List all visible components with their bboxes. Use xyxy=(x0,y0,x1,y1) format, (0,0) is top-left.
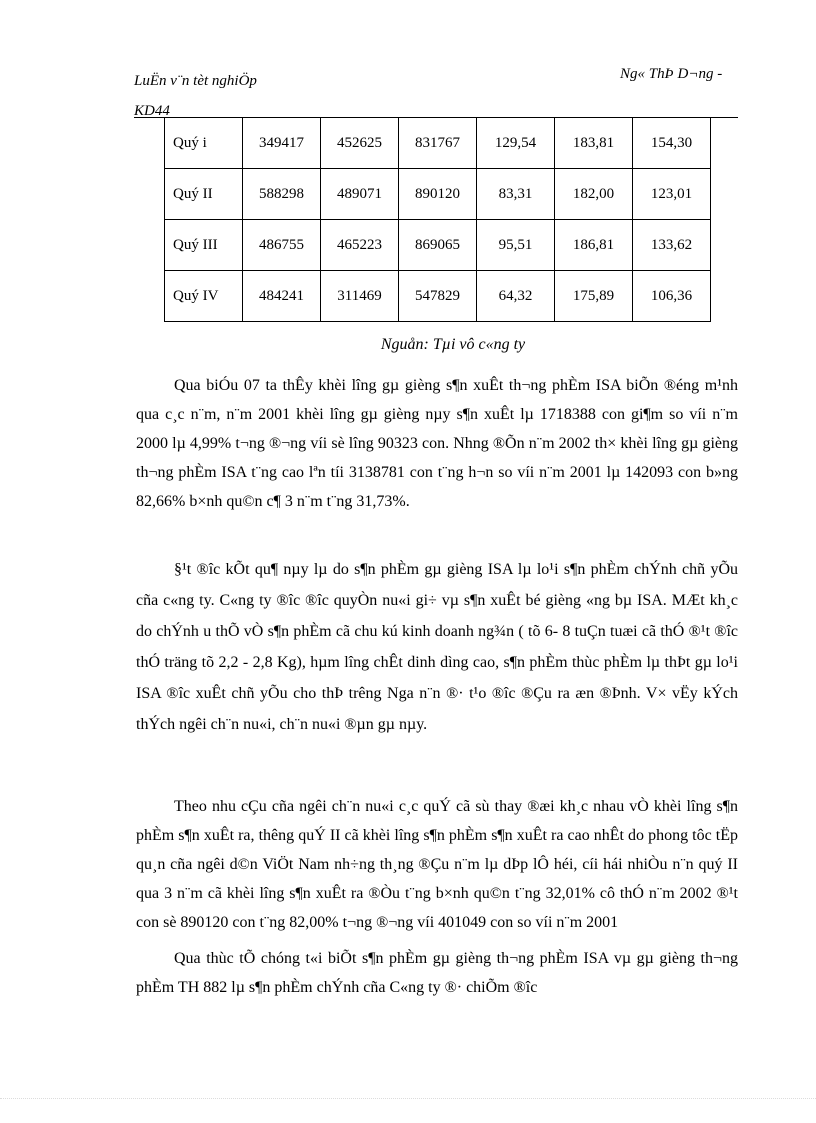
quarterly-table xyxy=(164,117,711,322)
table-cell: Quý i xyxy=(165,118,243,169)
table-cell: 129,54 xyxy=(477,118,555,169)
table-cell: 831767 xyxy=(399,118,477,169)
table-cell: 183,81 xyxy=(555,118,633,169)
table-cell: Quý II xyxy=(165,169,243,220)
table-cell: 83,31 xyxy=(477,169,555,220)
header-title: LuËn v¨n tèt nghiÖp xyxy=(134,73,257,89)
table-cell: 123,01 xyxy=(633,169,711,220)
table-cell: Quý IV xyxy=(165,271,243,322)
table-cell: 869065 xyxy=(399,220,477,271)
table-cell: 489071 xyxy=(321,169,399,220)
table-cell: 64,32 xyxy=(477,271,555,322)
table-cell: 890120 xyxy=(399,169,477,220)
table-cell: 182,00 xyxy=(555,169,633,220)
table-cell: 106,36 xyxy=(633,271,711,322)
table-row xyxy=(165,118,711,169)
paragraph-1: Qua biÓu 07 ta thÊy khèi lîng gµ gièng s¶n xuÊt th¬ng phÈm ISA biÕn ®éng m¹nh qua c¸c n¨m, n¨m 2001 khèi lîng gµ gièng nµy s¶n xuÊt lµ 1718388 con gi¶m so víi n¨m 2000 lµ 4,99% t¬ng ®¬ng víi sè lîng 90323 con. Nhng ®Õn n¨m 2002 th× khèi lîng gµ gièng th¬ng phÈm ISA t¨ng cao lªn tíi 3138781 con t¨ng h¬n so víi n¨m 2001 lµ 142093 con b»ng 82,66% b×nh qu©n c¶ 3 n¨m t¨ng 31,73%. xyxy=(136,377,738,510)
paragraph-2: §¹t ®îc kÕt qu¶ nµy lµ do s¶n phÈm gµ gièng ISA lµ lo¹i s¶n phÈm chÝnh chñ yÕu cña c«ng ty. C«ng ty ®îc ®îc quyÒn nu«i gi÷ vµ s¶n xuÊt bé gièng «ng bµ ISA. MÆt kh¸c do chÝnh u thÕ vÒ s¶n phÈm cã chu kú kinh doanh ng¾n ( tõ 6- 8 tuÇn tuæi cã thÓ ®¹t ®îc thÓ träng tõ 2,2 - 2,8 Kg), hµm lîng chÊt dinh dìng cao, s¶n phÈm thùc phÈm lµ thÞt gµ lo¹i ISA ®îc xuÊt chñ yÕu cho thÞ trêng Nga n¨n ®· t¹o ®îc ®Çu ra æn ®Þnh. V× vËy kÝch thÝch ngêi ch¨n nu«i, ch¨n nu«i ®µn gµ nµy. xyxy=(136,561,738,733)
table-cell: 311469 xyxy=(321,271,399,322)
table-cell: 175,89 xyxy=(555,271,633,322)
header-author: Ng« ThÞ D¬ng - xyxy=(620,66,723,82)
table-source: Nguån: Tµi vô c«ng ty xyxy=(380,336,526,353)
table-cell: 452625 xyxy=(321,118,399,169)
paragraph-4: Qua thùc tÕ chóng t«i biÕt s¶n phÈm gµ gièng th¬ng phÈm ISA vµ gµ gièng th¬ng phÈm TH 882 lµ s¶n phÈm chÝnh cña C«ng ty ®· chiÕm ®îc xyxy=(136,950,738,996)
table-row xyxy=(165,169,711,220)
table-cell: 588298 xyxy=(243,169,321,220)
header-code: KD44 xyxy=(134,103,170,119)
table-row xyxy=(165,220,711,271)
paragraph-3: Theo nhu cÇu cña ngêi ch¨n nu«i c¸c quÝ cã sù thay ®æi kh¸c nhau vÒ khèi lîng s¶n phÈm s¶n xuÊt ra, thêng quÝ II cã khèi lîng s¶n phÈm s¶n xuÊt ra cao nhÊt do phong tôc tËp qu¸n cña ngêi d©n ViÖt Nam nh÷ng th¸ng ®Çu n¨m lµ dÞp lÔ héi, cíi hái nhiÒu n¨n quý II qua 3 n¨m cã khèi lîng s¶n xuÊt ra ®Òu t¨ng b×nh qu©n t¨ng 32,01% cô thÓ n¨m 2002 ®¹t con sè 890120 con t¨ng 82,00% t¬ng ®¬ng víi 401049 con so víi n¨m 2001 xyxy=(136,798,738,931)
table-cell: 133,62 xyxy=(633,220,711,271)
table-cell: 186,81 xyxy=(555,220,633,271)
table-cell: 465223 xyxy=(321,220,399,271)
table-cell: Quý III xyxy=(165,220,243,271)
table-cell: 154,30 xyxy=(633,118,711,169)
table-cell: 95,51 xyxy=(477,220,555,271)
page-bottom-edge xyxy=(0,1098,816,1099)
table-cell: 547829 xyxy=(399,271,477,322)
table-cell: 349417 xyxy=(243,118,321,169)
table-cell: 486755 xyxy=(243,220,321,271)
table-cell: 484241 xyxy=(243,271,321,322)
table-row xyxy=(165,271,711,322)
